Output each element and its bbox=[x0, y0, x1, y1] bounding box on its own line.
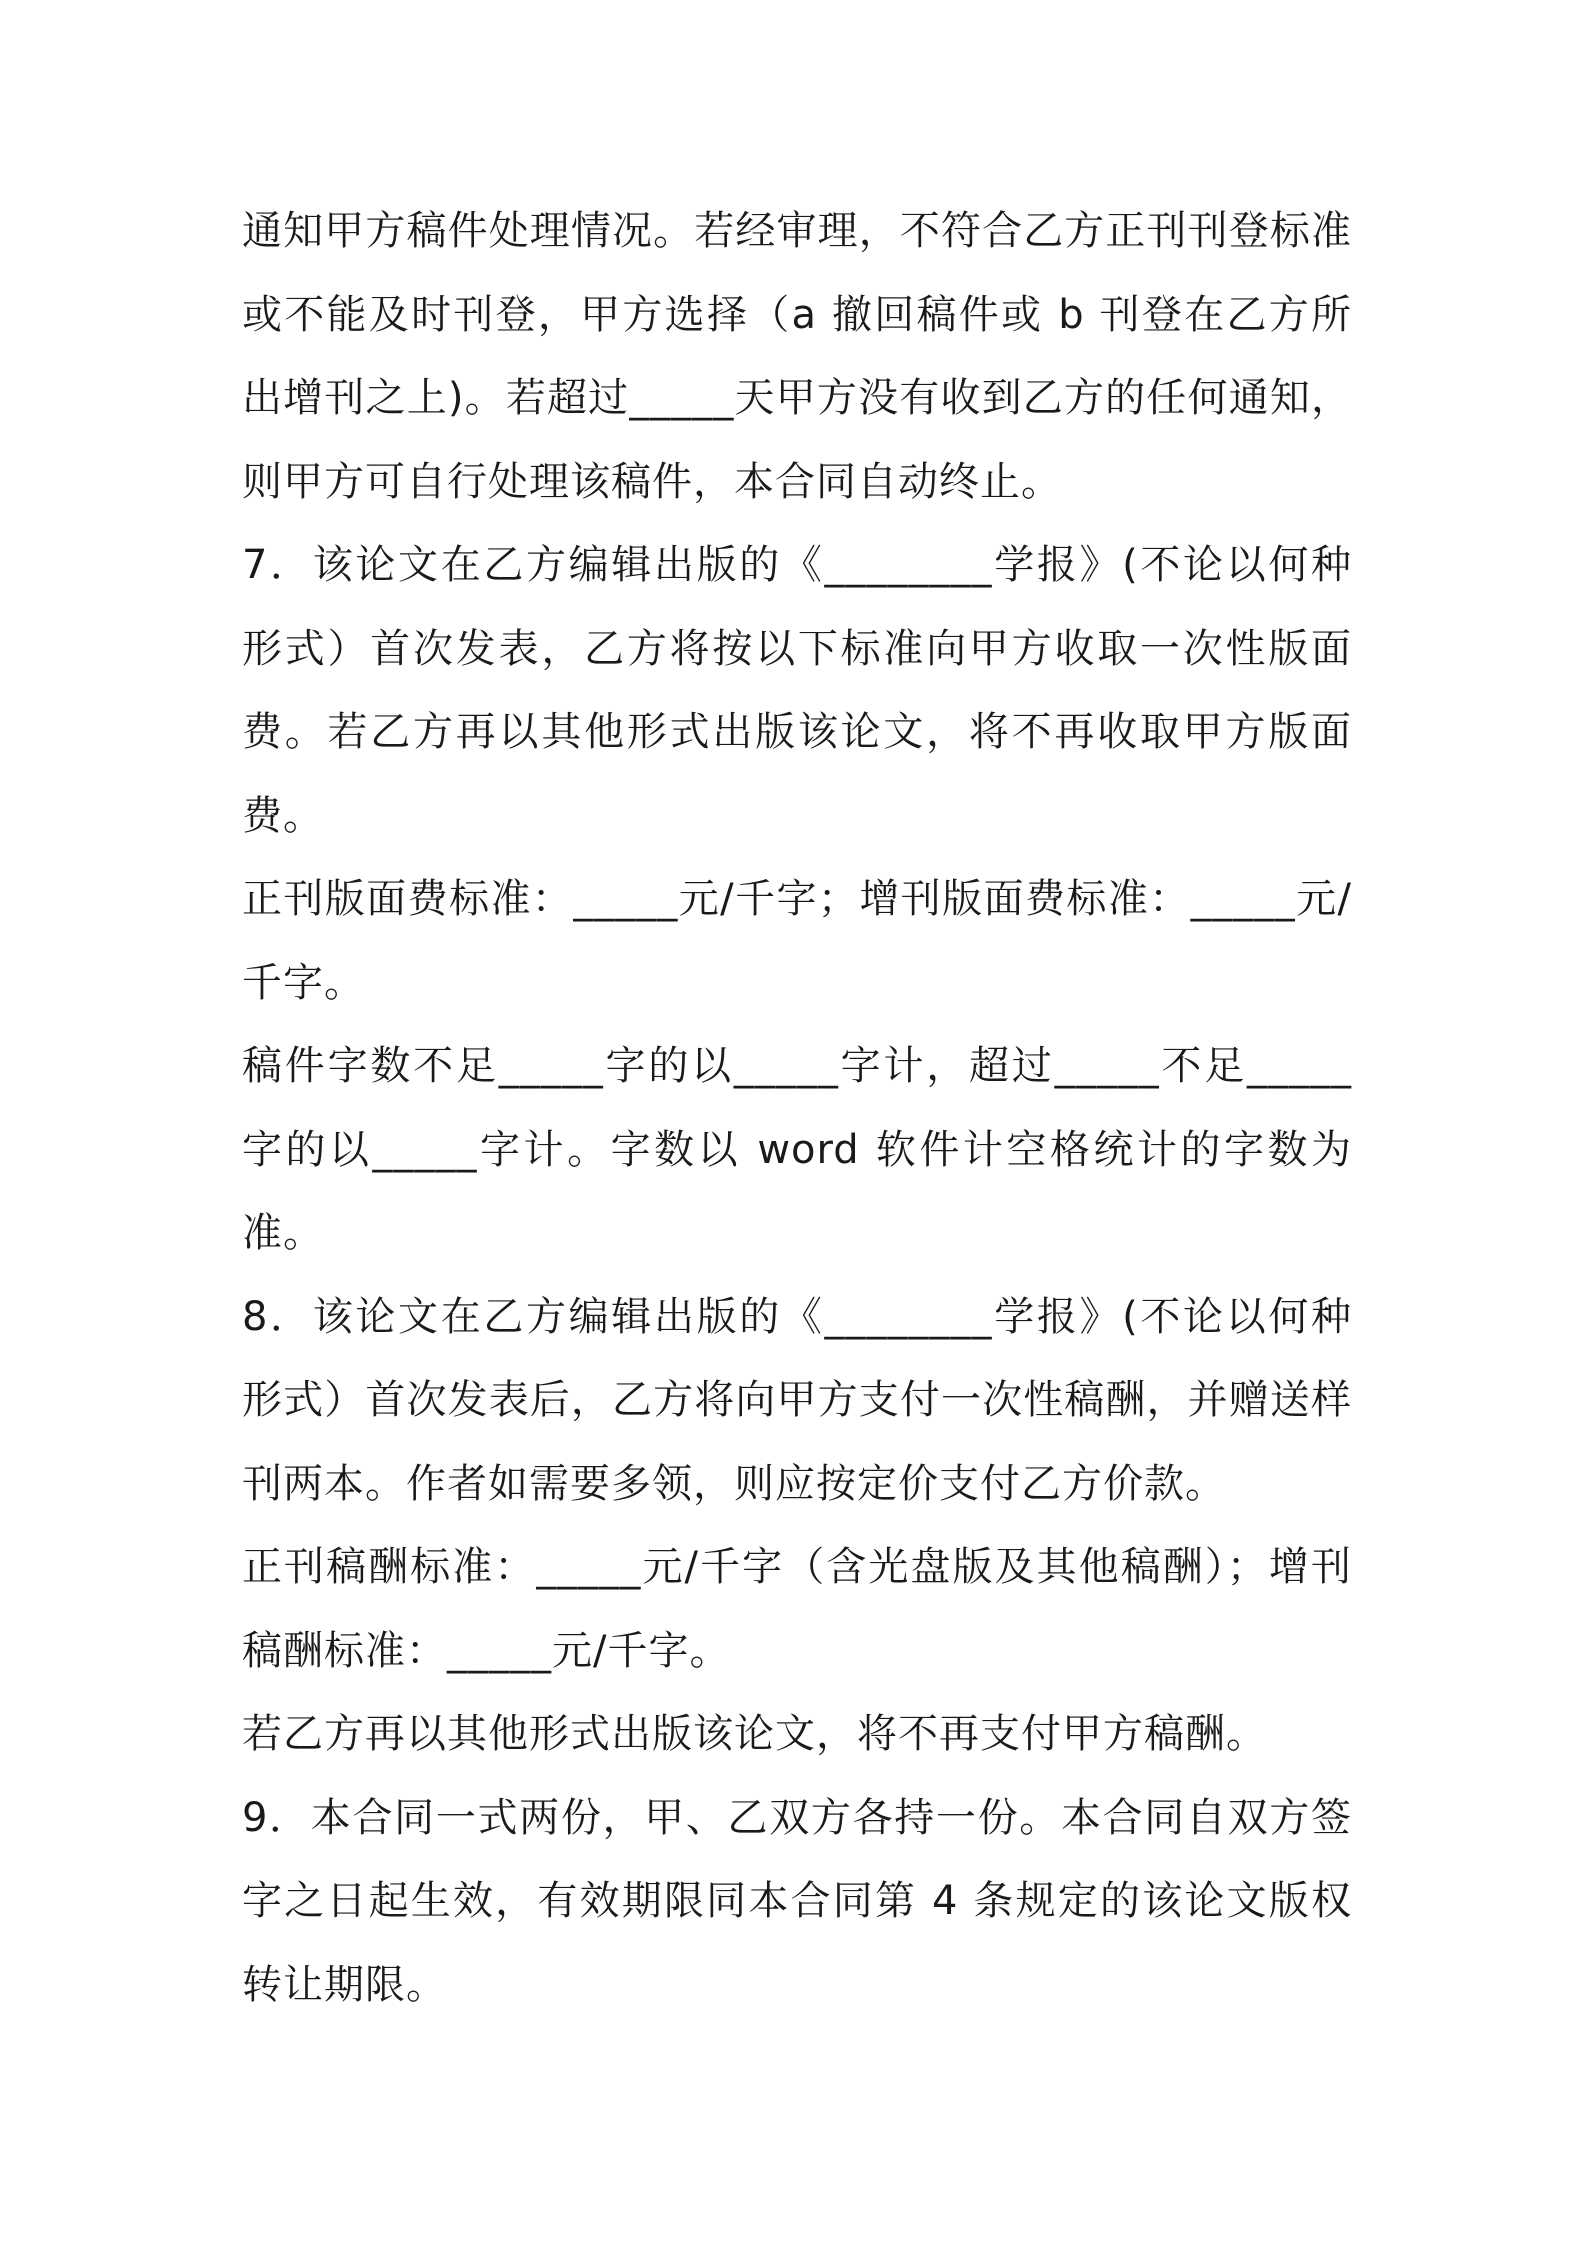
paragraph-notice-continuation: 通知甲方稿件处理情况。若经审理，不符合乙方正刊刊登标准或不能及时刊登，甲方选择（a 撤回稿件或 b 刊登在乙方所出增刊之上)。若超过_____天甲方没有收到乙方的任何通知，则甲方可自行处理该稿件，本合同自动终止。 bbox=[242, 208, 1352, 505]
paragraph-page-fee-standard: 正刊版面费标准：_____元/千字；增刊版面费标准：_____元/千字。 bbox=[242, 876, 1352, 1006]
paragraph-no-further-royalty: 若乙方再以其他形式出版该论文，将不再支付甲方稿酬。 bbox=[242, 1711, 1267, 1757]
contract-text bbox=[242, 190, 1352, 2027]
paragraph-royalty-standard: 正刊稿酬标准：_____元/千字（含光盘版及其他稿酬）；增刊稿酬标准：_____元/千字。 bbox=[242, 1544, 1352, 1674]
paragraph-clause-7: 7．该论文在乙方编辑出版的《________学报》(不论以何种形式）首次发表，乙方将按以下标准向甲方收取一次性版面费。若乙方再以其他形式出版该论文，将不再收取甲方版面费。 bbox=[242, 542, 1352, 839]
paragraph-word-count-rule: 稿件字数不足_____字的以_____字计，超过_____不足_____字的以_____字计。字数以 word 软件计空格统计的字数为准。 bbox=[242, 1043, 1352, 1256]
paragraph-clause-9: 9．本合同一式两份，甲、乙双方各持一份。本合同自双方签字之日起生效，有效期限同本合同第 4 条规定的该论文版权转让期限。 bbox=[242, 1794, 1352, 2008]
paragraph-clause-8: 8．该论文在乙方编辑出版的《________学报》(不论以何种形式）首次发表后，乙方将向甲方支付一次性稿酬，并赠送样刊两本。作者如需要多领，则应按定价支付乙方价款。 bbox=[242, 1293, 1352, 1507]
